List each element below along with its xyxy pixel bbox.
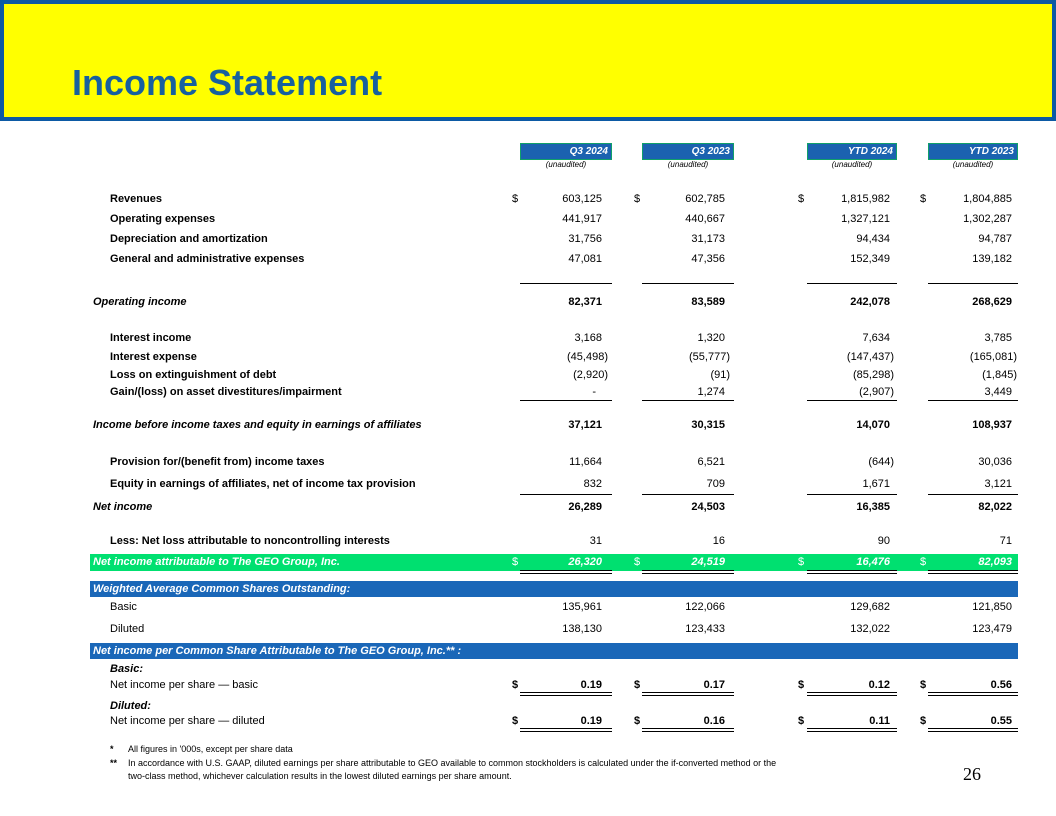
footnote-1: All figures in '000s, except per share data	[128, 744, 293, 754]
cell-value: 37,121	[568, 419, 602, 431]
col-header-ytd-2024: YTD 2024	[807, 143, 897, 160]
currency-symbol: $	[512, 715, 519, 727]
cell-value: (2,920)	[573, 369, 608, 381]
cell-value: 1,320	[697, 332, 725, 344]
row-label-loss-extinguishment: Loss on extinguishment of debt	[110, 369, 277, 381]
cell-revenues-ytd-2023: 1,804,885	[963, 193, 1012, 205]
divider	[642, 400, 734, 401]
currency-symbol: $	[634, 556, 641, 568]
cell-value: 1,671	[862, 478, 890, 490]
currency-symbol: $	[798, 715, 805, 727]
cell-value: 123,479	[972, 623, 1012, 635]
row-label-interest-income: Interest income	[110, 332, 192, 344]
cell-value: 0.55	[990, 715, 1012, 727]
row-label-noncontrolling: Less: Net loss attributable to noncontrolling interests	[110, 535, 390, 547]
divider	[928, 283, 1018, 284]
cell-value: 0.19	[580, 715, 602, 727]
col-sub-q3-2023: (unaudited)	[667, 160, 709, 169]
cell-value: 94,787	[978, 233, 1012, 245]
currency-symbol: $	[798, 193, 805, 205]
double-underline	[520, 728, 612, 732]
row-label-operating-expenses: Operating expenses	[110, 213, 216, 225]
double-underline	[520, 570, 612, 574]
cell-value: 3,168	[574, 332, 602, 344]
page-number: 26	[963, 764, 981, 784]
divider	[807, 283, 897, 284]
cell-value: 108,937	[972, 419, 1012, 431]
currency-symbol: $	[512, 679, 519, 691]
cell-value: 31,756	[568, 233, 602, 245]
cell-value: 129,682	[850, 601, 890, 613]
col-sub-ytd-2024: (unaudited)	[831, 160, 873, 169]
cell-value: 123,433	[685, 623, 725, 635]
cell-value: 441,917	[562, 213, 602, 225]
currency-symbol: $	[512, 556, 519, 568]
double-underline	[642, 692, 734, 696]
cell-value: 26,320	[568, 556, 602, 568]
row-label-net-income: Net income	[93, 501, 153, 513]
currency-symbol: $	[798, 556, 805, 568]
cell-value: 82,093	[978, 556, 1012, 568]
cell-value: 82,022	[978, 501, 1012, 513]
cell-value: 30,315	[691, 419, 725, 431]
row-label-operating-income: Operating income	[93, 296, 187, 308]
col-header-q3-2024: Q3 2024	[520, 143, 612, 160]
col-header-ytd-2023: YTD 2023	[928, 143, 1018, 160]
cell-value: (147,437)	[846, 351, 894, 363]
cell-value: 24,519	[691, 556, 725, 568]
cell-value: 0.11	[869, 715, 890, 727]
cell-value: (1,845)	[982, 369, 1017, 381]
cell-value: 71	[999, 535, 1012, 547]
divider	[807, 400, 897, 401]
currency-symbol: $	[634, 679, 641, 691]
cell-value: 709	[706, 478, 725, 490]
row-label-eps-diluted: Net income per share — diluted	[110, 715, 265, 727]
cell-value: (85,298)	[853, 369, 894, 381]
double-underline	[642, 570, 734, 574]
row-label-income-before-taxes: Income before income taxes and equity in earnings of affiliates	[93, 419, 422, 431]
cell-value: 122,066	[685, 601, 725, 613]
cell-revenues-ytd-2024: 1,815,982	[841, 193, 890, 205]
double-underline	[807, 570, 897, 574]
row-label-provision: Provision for/(benefit from) income taxes	[110, 456, 325, 468]
cell-value: 135,961	[562, 601, 602, 613]
cell-value: 3,449	[984, 386, 1012, 398]
cell-value: 1,302,287	[963, 213, 1012, 225]
cell-value: 0.16	[703, 715, 725, 727]
cell-value: 7,634	[862, 332, 890, 344]
cell-value: 14,070	[856, 419, 890, 431]
cell-value: 0.17	[703, 679, 725, 691]
row-label-depreciation: Depreciation and amortization	[110, 233, 268, 245]
row-label-interest-expense: Interest expense	[110, 351, 197, 363]
cell-value: 31,173	[691, 233, 725, 245]
row-label-net-income-geo: Net income attributable to The GEO Group, Inc.	[93, 556, 340, 568]
cell-value: 16,385	[856, 501, 890, 513]
cell-value: 440,667	[685, 213, 725, 225]
cell-value: 82,371	[568, 296, 602, 308]
currency-symbol: $	[634, 715, 641, 727]
double-underline	[520, 692, 612, 696]
divider	[642, 283, 734, 284]
cell-value: 268,629	[972, 296, 1012, 308]
currency-symbol: $	[512, 193, 519, 205]
cell-value: 0.56	[990, 679, 1012, 691]
eps-diluted-heading: Diluted:	[110, 700, 151, 712]
double-underline	[928, 728, 1018, 732]
cell-value: 121,850	[972, 601, 1012, 613]
cell-value: (55,777)	[689, 351, 730, 363]
cell-value: 31	[589, 535, 602, 547]
currency-symbol: $	[920, 556, 927, 568]
section-heading-eps: Net income per Common Share Attributable to The GEO Group, Inc.** :	[93, 645, 462, 657]
eps-basic-heading: Basic:	[110, 663, 144, 675]
cell-value: 11,664	[569, 456, 602, 468]
divider	[642, 494, 734, 495]
cell-value: 94,434	[856, 233, 890, 245]
divider	[520, 400, 612, 401]
cell-value: 6,521	[697, 456, 725, 468]
currency-symbol: $	[920, 715, 927, 727]
double-underline	[928, 692, 1018, 696]
cell-value: (45,498)	[567, 351, 608, 363]
double-underline	[642, 728, 734, 732]
divider	[520, 494, 612, 495]
footnote-2-line-2: two-class method, whichever calculation results in the lowest diluted earnings per share amount.	[128, 771, 512, 781]
cell-value: 26,289	[568, 501, 602, 513]
cell-value: 16,476	[856, 556, 890, 568]
cell-value: (2,907)	[859, 386, 894, 398]
cell-value: 47,081	[568, 253, 602, 265]
double-underline	[807, 728, 897, 732]
currency-symbol: $	[798, 679, 805, 691]
cell-value: (91)	[710, 369, 730, 381]
cell-value: (644)	[868, 456, 894, 468]
row-label-eps-basic: Net income per share — basic	[110, 679, 258, 691]
footnote-mark: **	[110, 758, 118, 768]
cell-revenues-q3-2024: 603,125	[562, 193, 602, 205]
cell-value: 152,349	[850, 253, 890, 265]
cell-revenues-q3-2023: 602,785	[685, 193, 725, 205]
row-label-gain-loss: Gain/(loss) on asset divestitures/impairment	[110, 386, 342, 398]
cell-value: 90	[877, 535, 890, 547]
cell-value: -	[592, 386, 596, 398]
cell-value: 138,130	[562, 623, 602, 635]
cell-value: 242,078	[850, 296, 890, 308]
footnote-2-line-1: In accordance with U.S. GAAP, diluted earnings per share attributable to GEO available to common stockholders is calculated under the if-converted method or the	[128, 758, 777, 768]
cell-value: 3,121	[984, 478, 1012, 490]
page-title: Income Statement	[72, 62, 383, 103]
cell-value: (165,081)	[969, 351, 1017, 363]
cell-value: 16	[712, 535, 725, 547]
row-label-equity-earnings: Equity in earnings of affiliates, net of income tax provision	[110, 478, 416, 490]
cell-value: 3,785	[984, 332, 1012, 344]
footnote-mark: *	[110, 744, 114, 754]
cell-value: 0.12	[868, 679, 890, 691]
col-sub-ytd-2023: (unaudited)	[952, 160, 994, 169]
divider	[520, 283, 612, 284]
currency-symbol: $	[920, 679, 927, 691]
divider	[928, 494, 1018, 495]
currency-symbol: $	[920, 193, 927, 205]
divider	[928, 400, 1018, 401]
cell-value: 0.19	[580, 679, 602, 691]
row-label-gna: General and administrative expenses	[110, 253, 305, 265]
cell-value: 30,036	[978, 456, 1012, 468]
cell-value: 132,022	[850, 623, 890, 635]
cell-value: 83,589	[691, 296, 725, 308]
cell-value: 1,274	[697, 386, 725, 398]
cell-value: 47,356	[691, 253, 725, 265]
double-underline	[928, 570, 1018, 574]
divider	[807, 494, 897, 495]
section-heading-shares: Weighted Average Common Shares Outstanding:	[93, 583, 351, 595]
currency-symbol: $	[634, 193, 641, 205]
col-sub-q3-2024: (unaudited)	[545, 160, 587, 169]
cell-value: 24,503	[691, 501, 725, 513]
cell-value: 832	[583, 478, 602, 490]
col-header-q3-2023: Q3 2023	[642, 143, 734, 160]
cell-value: 139,182	[972, 253, 1012, 265]
cell-value: 1,327,121	[841, 213, 890, 225]
row-label-basic-shares: Basic	[110, 601, 137, 613]
double-underline	[807, 692, 897, 696]
row-label-revenues: Revenues	[110, 193, 162, 205]
row-label-diluted-shares: Diluted	[110, 623, 145, 635]
